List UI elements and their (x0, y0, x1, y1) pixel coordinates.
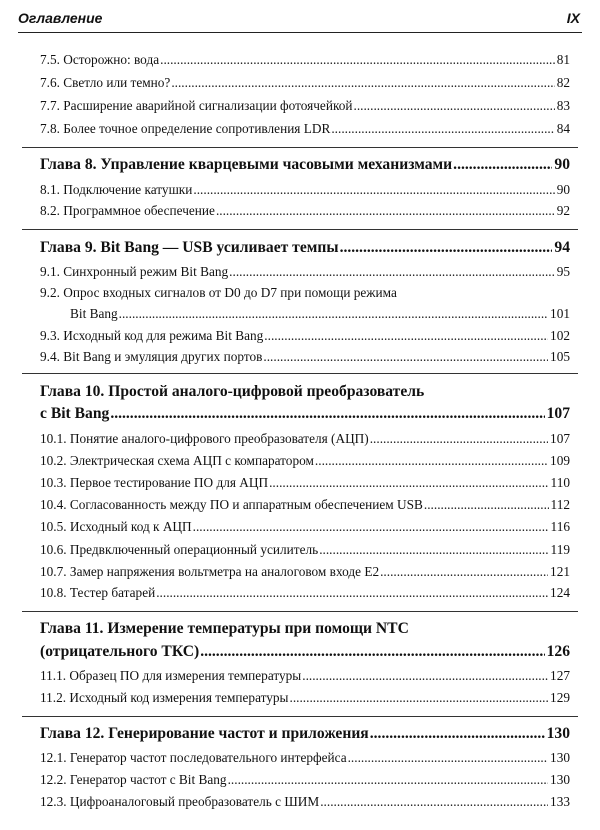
toc-entry-title: 11.2. Исходный код измерения температуры (40, 690, 289, 705)
toc-entry-9-2[interactable] (40, 306, 570, 322)
toc-entry-page: 101 (550, 306, 570, 321)
toc-entry-12-3[interactable] (40, 794, 570, 810)
toc-entry-10-1[interactable] (40, 431, 570, 447)
chapter-page: 130 (546, 725, 570, 742)
toc-entry-title: 10.5. Исходный код к АЦП (40, 519, 192, 534)
toc-entry-10-3[interactable] (40, 475, 570, 491)
leader-dots (264, 328, 548, 344)
leader-dots (160, 52, 555, 68)
leader-dots (193, 519, 549, 535)
toc-entry-title: 12.1. Генератор частот последовательного интерфейса (40, 750, 347, 765)
leader-dots (331, 121, 554, 137)
toc-entry-page: 130 (550, 750, 570, 765)
toc-entry-page: 107 (550, 431, 570, 446)
toc-chapter-12[interactable] (40, 725, 570, 743)
toc-entry-10-8[interactable] (40, 585, 570, 601)
toc-entry-page: 127 (550, 668, 570, 683)
leader-dots (380, 564, 548, 580)
toc-entry-title: 8.1. Подключение катушки (40, 182, 193, 197)
toc-entry-9-3[interactable] (40, 328, 570, 344)
chapter-page: 107 (546, 405, 570, 422)
toc-entry-page: 105 (550, 349, 570, 364)
toc-entry-title: 10.3. Первое тестирование ПО для АЦП (40, 475, 269, 490)
toc-chapter-11-line1[interactable]: Глава 11. Измерение температуры при помощи NTC (40, 620, 409, 637)
toc-entry-11-2[interactable] (40, 690, 570, 706)
toc-entry-page: 82 (556, 75, 570, 90)
leader-dots (424, 497, 549, 513)
leader-dots (119, 306, 548, 322)
chapter-divider (22, 373, 578, 374)
toc-entry-page: 81 (556, 52, 570, 67)
toc-entry-title: Bit Bang (70, 306, 118, 321)
toc-entry-title: 10.6. Предвключенный операционный усилитель (40, 542, 319, 557)
leader-dots (269, 475, 548, 491)
toc-entry-title: 10.1. Понятие аналого-цифрового преобразователя (АЦП) (40, 431, 369, 446)
toc-entry-12-2[interactable] (40, 772, 570, 788)
toc-entry-title: 11.1. Образец ПО для измерения температуры (40, 668, 302, 683)
toc-entry-8-2[interactable] (40, 203, 570, 219)
toc-entry-page: 116 (550, 519, 570, 534)
chapter-title: (отрицательного ТКС) (40, 643, 200, 660)
toc-entry-10-2[interactable] (40, 453, 570, 469)
toc-entry-page: 133 (550, 794, 570, 809)
toc-chapter-10-line1[interactable]: Глава 10. Простой аналого-цифровой преобразователь (40, 383, 425, 400)
toc-entry-9-2-line1[interactable]: 9.2. Опрос входных сигналов от D0 до D7 при помощи режима (40, 285, 397, 300)
toc-entry-title: 7.7. Расширение аварийной сигнализации фотоячейкой (40, 98, 353, 113)
leader-dots (370, 725, 545, 743)
toc-entry-10-7[interactable] (40, 564, 570, 580)
leader-dots (319, 542, 548, 558)
leader-dots (315, 453, 548, 469)
chapter-title: Глава 8. Управление кварцевыми часовыми механизмами (40, 156, 453, 173)
toc-entry-title: 10.7. Замер напряжения вольтметра на аналоговом входе E2 (40, 564, 380, 579)
toc-entry-title: 9.1. Синхронный режим Bit Bang (40, 264, 229, 279)
running-header (18, 8, 582, 33)
toc-entry-7-8[interactable] (40, 121, 570, 137)
toc-entry-title: 8.2. Программное обеспечение (40, 203, 215, 218)
toc-entry-11-1[interactable] (40, 668, 570, 684)
chapter-divider (22, 147, 578, 148)
toc-entry-page: 92 (556, 203, 570, 218)
toc-entry-9-4[interactable] (40, 349, 570, 365)
leader-dots (302, 668, 548, 684)
toc-entry-10-5[interactable] (40, 519, 570, 535)
toc-entry-page: 124 (550, 585, 570, 600)
leader-dots (229, 264, 555, 280)
toc-entry-12-1[interactable] (40, 750, 570, 766)
toc-entry-page: 129 (550, 690, 570, 705)
toc-entry-title: 7.8. Более точное определение сопротивления LDR (40, 121, 331, 136)
toc-entry-page: 84 (556, 121, 570, 136)
leader-dots (156, 585, 548, 601)
toc-entry-title: 9.3. Исходный код для режима Bit Bang (40, 328, 264, 343)
toc-entry-page: 130 (550, 772, 570, 787)
chapter-title: с Bit Bang (40, 405, 110, 422)
chapter-title: Глава 9. Bit Bang — USB усиливает темпы (40, 239, 339, 256)
leader-dots (228, 772, 548, 788)
toc-entry-title: 10.2. Электрическая схема АЦП с компаратором (40, 453, 314, 468)
toc-entry-page: 90 (556, 182, 570, 197)
toc-entry-title: 10.4. Согласованность между ПО и аппаратным обеспечением USB (40, 497, 423, 512)
toc-entry-page: 112 (550, 497, 570, 512)
toc-entry-page: 95 (556, 264, 570, 279)
toc-entry-10-6[interactable] (40, 542, 570, 558)
chapter-page: 126 (546, 643, 570, 660)
leader-dots (320, 794, 548, 810)
toc-entry-10-4[interactable] (40, 497, 570, 513)
toc-entry-page: 121 (550, 564, 570, 579)
toc-chapter-11[interactable] (40, 643, 570, 661)
toc-entry-page: 119 (550, 542, 570, 557)
toc-entry-7-7[interactable] (40, 98, 570, 114)
chapter-divider (22, 716, 578, 717)
toc-entry-title: 7.6. Светло или темно? (40, 75, 171, 90)
leader-dots (348, 750, 548, 766)
toc-entry-7-5[interactable] (40, 52, 570, 68)
toc-entry-title: 9.4. Bit Bang и эмуляция других портов (40, 349, 263, 364)
toc-entry-page: 109 (550, 453, 570, 468)
leader-dots (453, 156, 552, 174)
toc-entry-title: 12.2. Генератор частот с Bit Bang (40, 772, 227, 787)
leader-dots (340, 239, 553, 257)
chapter-divider (22, 229, 578, 230)
chapter-page: 94 (554, 239, 570, 256)
toc-entry-title: 7.5. Осторожно: вода (40, 52, 160, 67)
leader-dots (216, 203, 555, 219)
toc-entry-7-6[interactable] (40, 75, 570, 91)
leader-dots (171, 75, 554, 91)
header-title: Оглавление (18, 10, 103, 26)
toc-chapter-10[interactable] (40, 405, 570, 423)
leader-dots (370, 431, 548, 447)
chapter-page: 90 (554, 156, 570, 173)
leader-dots (193, 182, 554, 198)
toc-entry-page: 83 (556, 98, 570, 113)
chapter-title: Глава 12. Генерирование частот и приложения (40, 725, 369, 742)
header-page-number: IX (566, 10, 580, 26)
leader-dots (354, 98, 555, 114)
toc-entry-page: 110 (550, 475, 570, 490)
toc-entry-page: 102 (550, 328, 570, 343)
toc-entry-title: 12.3. Цифроаналоговый преобразователь с ШИМ (40, 794, 320, 809)
leader-dots (263, 349, 548, 365)
toc-entry-title: 10.8. Тестер батарей (40, 585, 156, 600)
leader-dots (110, 405, 544, 423)
chapter-divider (22, 611, 578, 612)
leader-dots (200, 643, 544, 661)
toc-entry-8-1[interactable] (40, 182, 570, 198)
toc-chapter-9[interactable] (40, 239, 570, 257)
leader-dots (290, 690, 549, 706)
toc-entry-9-1[interactable] (40, 264, 570, 280)
toc-chapter-8[interactable] (40, 156, 570, 174)
